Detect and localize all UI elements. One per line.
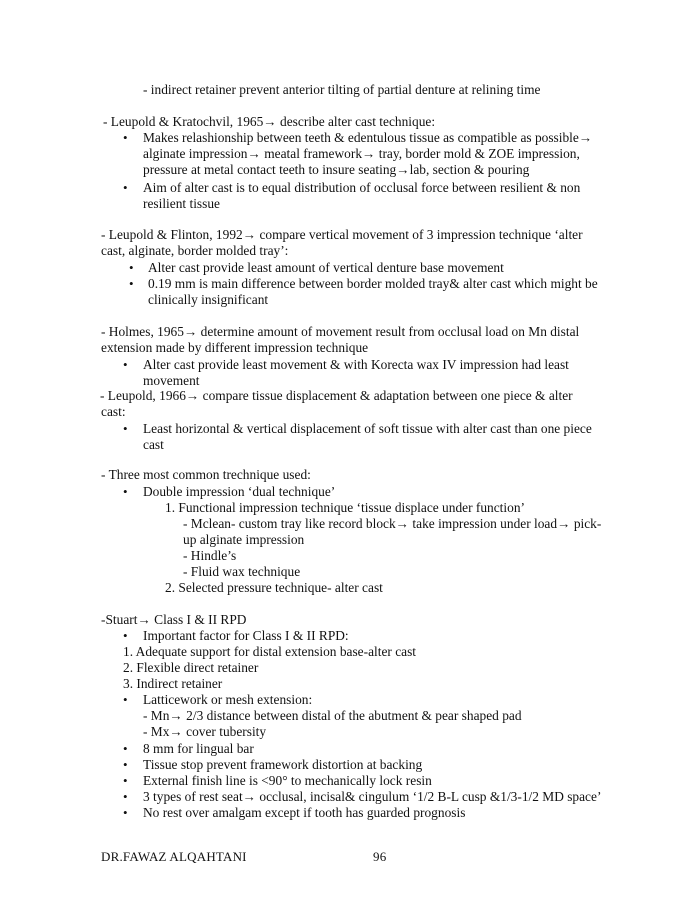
bullet-marker: •: [123, 741, 128, 756]
text-line: Tissue stop prevent framework distortion at backing: [143, 757, 423, 772]
text-line: Alter cast provide least movement & with Korecta wax IV impression had least: [143, 357, 569, 372]
text-line: - Hindle’s: [183, 548, 237, 563]
text-line: 2. Flexible direct retainer: [123, 660, 259, 675]
text-line: pressure at metal contact teeth to insure seating→lab, section & pouring: [143, 162, 530, 177]
bullet-marker: •: [123, 484, 128, 499]
text-line: movement: [143, 373, 200, 388]
text-line: clinically insignificant: [148, 292, 269, 307]
bullet-marker: •: [123, 789, 128, 804]
text-line: extension made by different impression technique: [101, 340, 369, 355]
text-line: Makes relashionship between teeth & edentulous tissue as compatible as possible→: [143, 130, 593, 145]
text-line: Alter cast provide least amount of vertical denture base movement: [148, 260, 504, 275]
text-line: resilient tissue: [143, 196, 220, 211]
text-line: up alginate impression: [183, 532, 305, 547]
text-line: - Mx→ cover tubersity: [143, 724, 267, 739]
text-line: cast: [143, 437, 164, 452]
text-line: Aim of alter cast is to equal distribution of occlusal force between resilient & non: [143, 180, 581, 195]
text-line: alginate impression→ meatal framework→ tray, border mold & ZOE impression,: [143, 146, 580, 161]
text-line: Double impression ‘dual technique’: [143, 484, 336, 499]
text-line: Important factor for Class I & II RPD:: [143, 628, 349, 643]
text-line: - Fluid wax technique: [183, 564, 301, 579]
text-line: - Leupold & Flinton, 1992→ compare vertical movement of 3 impression technique ‘alter: [101, 227, 583, 242]
page-number: 96: [373, 849, 387, 864]
text-line: - indirect retainer prevent anterior tilting of partial denture at relining time: [143, 82, 541, 97]
bullet-marker: •: [129, 260, 134, 275]
text-line: Least horizontal & vertical displacement of soft tissue with alter cast than one piece: [143, 421, 592, 436]
text-line: External finish line is <90° to mechanically lock resin: [143, 773, 432, 788]
text-line: - Holmes, 1965→ determine amount of movement result from occlusal load on Mn distal: [101, 324, 580, 339]
footer-author: DR.FAWAZ ALQAHTANI: [101, 849, 247, 864]
text-line: 0.19 mm is main difference between border molded tray& alter cast which might be: [148, 276, 598, 291]
bullet-marker: •: [123, 421, 128, 436]
text-line: - Three most common trechnique used:: [101, 467, 311, 482]
text-line: - Mn→ 2/3 distance between distal of the abutment & pear shaped pad: [143, 708, 522, 723]
text-line: 3. Indirect retainer: [123, 676, 223, 691]
text-line: No rest over amalgam except if tooth has guarded prognosis: [143, 805, 466, 820]
text-line: - Leupold, 1966→ compare tissue displacement & adaptation between one piece & alter: [100, 388, 573, 403]
bullet-marker: •: [123, 628, 128, 643]
bullet-marker: •: [123, 357, 128, 372]
text-line: 1. Functional impression technique ‘tissue displace under function’: [165, 500, 525, 515]
bullet-marker: •: [123, 773, 128, 788]
text-line: 8 mm for lingual bar: [143, 741, 254, 756]
text-line: Latticework or mesh extension:: [143, 692, 313, 707]
text-line: 3 types of rest seat→ occlusal, incisal& cingulum ‘1/2 B-L cusp &1/3-1/2 MD space’: [143, 789, 602, 804]
text-line: 1. Adequate support for distal extension base-alter cast: [123, 644, 417, 659]
bullet-marker: •: [123, 757, 128, 772]
bullet-marker: •: [129, 276, 134, 291]
bullet-marker: •: [123, 130, 128, 145]
text-line: 2. Selected pressure technique- alter cast: [165, 580, 383, 595]
text-line: -Stuart→ Class I & II RPD: [101, 612, 247, 627]
bullet-marker: •: [123, 805, 128, 820]
bullet-marker: •: [123, 692, 128, 707]
bullet-marker: •: [123, 180, 128, 195]
text-line: cast, alginate, border molded tray’:: [101, 243, 289, 258]
text-line: - Leupold & Kratochvil, 1965→ describe alter cast technique:: [103, 114, 436, 129]
text-line: - Mclean- custom tray like record block→ take impression under load→ pick-: [183, 516, 602, 531]
text-line: cast:: [101, 404, 126, 419]
